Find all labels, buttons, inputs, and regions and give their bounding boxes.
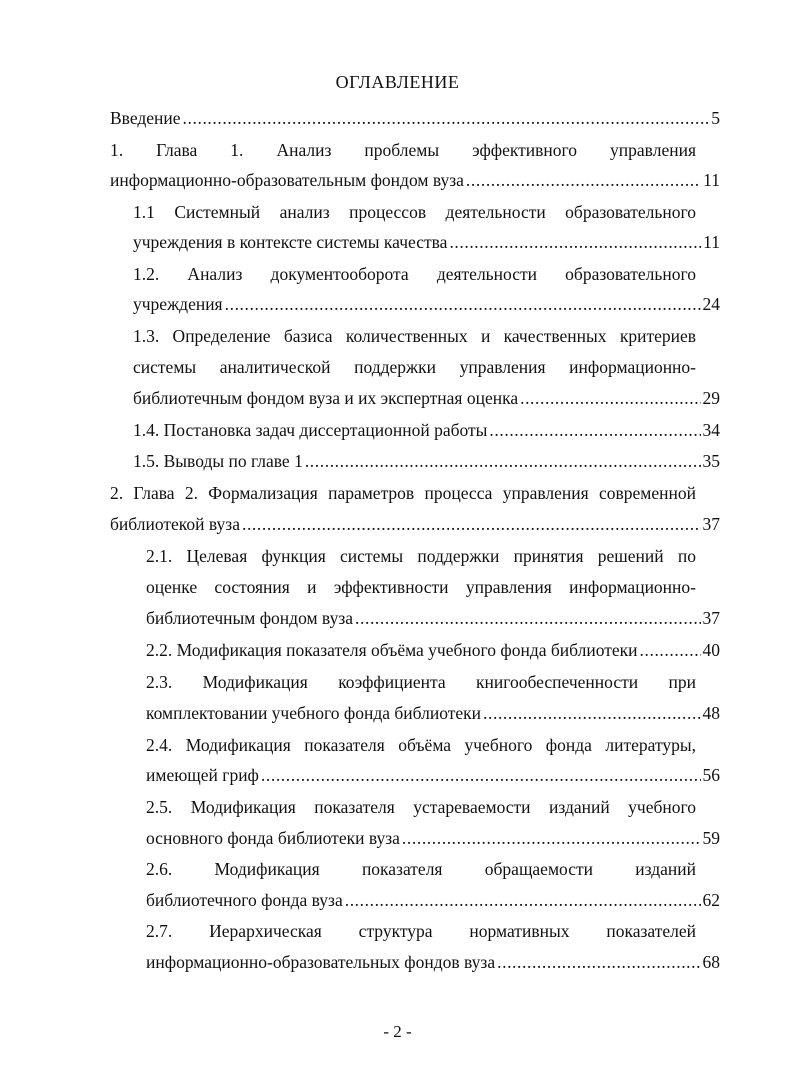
toc-dot-leader [305,449,701,473]
toc-entry-chapter-1-line: 1. Глава 1. Анализ проблемы эффективного управления [110,140,696,160]
toc-page-number: 59 [702,828,720,848]
toc-dot-leader [183,106,710,130]
toc-entry-2-1[interactable] [146,606,720,630]
toc-page-number: 29 [702,388,720,408]
toc-entry-introduction[interactable] [110,106,720,130]
toc-dot-leader [497,950,700,974]
toc-entry-text: учреждения [133,294,223,314]
toc-dot-leader [402,826,701,850]
toc-entry-text: 1.4. Постановка задач диссертационной работы [133,420,488,440]
toc-page-number: 35 [702,451,720,471]
toc-entry-text: имеющей гриф [146,765,259,785]
toc-entry-2-4-line: 2.4. Модификация показателя объёма учебного фонда литературы, [146,735,696,755]
toc-entry-text: основного фонда библиотеки вуза [146,828,400,848]
toc-entry-chapter-1[interactable] [110,168,720,192]
toc-entry-2-5[interactable] [146,826,720,850]
toc-entry-1-1-line: 1.1 Системный анализ процессов деятельности образовательного [133,202,696,222]
toc-entry-text: библиотечным фондом вуза [146,608,354,628]
toc-page-number: 56 [702,765,720,785]
toc-entry-1-2-line: 1.2. Анализ документооборота деятельности образовательного [133,264,696,284]
toc-page-number: 24 [702,294,720,314]
toc-dot-leader [242,512,701,536]
toc-entry-text: учреждения в контексте системы качества [133,232,448,252]
toc-entry-text: библиотекой вуза [110,514,240,534]
toc-page-number: 34 [702,420,720,440]
toc-entry-2-6-line: 2.6. Модификация показателя обращаемости изданий [146,859,696,879]
toc-page-number: 11 [703,232,720,252]
toc-entry-text: информационно-образовательных фондов вуза [146,952,496,972]
page-title: ОГЛАВЛЕНИЕ [335,72,460,92]
toc-dot-leader [261,763,701,787]
toc-entry-2-3[interactable] [146,701,720,725]
toc-page-number: 62 [702,890,720,910]
toc-entry-1-2[interactable] [133,292,720,316]
toc-entry-2-7[interactable] [146,950,720,974]
toc-entry-2-4[interactable] [146,763,720,787]
toc-entry-text: комплектовании учебного фонда библиотеки [146,703,482,723]
toc-entry-chapter-2[interactable] [110,512,720,536]
toc-page-number: 48 [702,703,720,723]
toc-entry-1-3[interactable] [133,386,720,410]
toc-page-number: 11 [703,170,720,190]
toc-entry-2-1-line: 2.1. Целевая функция системы поддержки принятия решений по [146,546,696,566]
toc-dot-leader [520,386,700,410]
toc-dot-leader [640,638,701,662]
page-number-footer: - 2 - [383,1022,412,1041]
toc-entry-2-6[interactable] [146,888,720,912]
toc-entry-2-5-line: 2.5. Модификация показателя устареваемости изданий учебного [146,797,696,817]
toc-entry-2-7-line: 2.7. Иерархическая структура нормативных показателей [146,921,696,941]
toc-entry-text: 2.2. Модификация показателя объёма учебного фонда библиотеки [146,640,638,660]
toc-entry-1-5[interactable] [133,449,720,473]
toc-dot-leader [466,168,701,192]
toc-entry-2-2[interactable] [146,638,720,662]
toc-entry-text: Введение [110,108,181,128]
toc-dot-leader [483,701,700,725]
toc-page-number: 40 [702,640,720,660]
toc-page-number: 37 [702,608,720,628]
toc-entry-text: библиотечным фондом вуза и их экспертная оценка [133,388,519,408]
toc-entry-1-4[interactable] [133,418,720,442]
toc-entry-1-3-line: 1.3. Определение базиса количественных и качественных критериев [133,326,696,346]
toc-page-number: 68 [702,952,720,972]
toc-dot-leader [225,292,701,316]
toc-entry-2-1-line: оценке состояния и эффективности управления информационно- [146,577,696,597]
toc-entry-text: библиотечного фонда вуза [146,890,343,910]
toc-dot-leader [489,418,700,442]
toc-entry-2-3-line: 2.3. Модификация коэффициента книгообеспеченности при [146,672,696,692]
toc-entry-text: информационно-образовательным фондом вуза [110,170,464,190]
toc-dot-leader [355,606,700,630]
toc-dot-leader [449,230,701,254]
toc-entry-1-3-line: системы аналитической поддержки управления информационно- [133,357,696,377]
toc-entry-text: 1.5. Выводы по главе 1 [133,451,303,471]
toc-page-number: 5 [711,108,720,128]
toc-page-number: 37 [702,514,720,534]
toc-entry-chapter-2-line: 2. Глава 2. Формализация параметров процесса управления современной [110,483,696,503]
toc-entry-1-1[interactable] [133,230,720,254]
toc-dot-leader [345,888,701,912]
